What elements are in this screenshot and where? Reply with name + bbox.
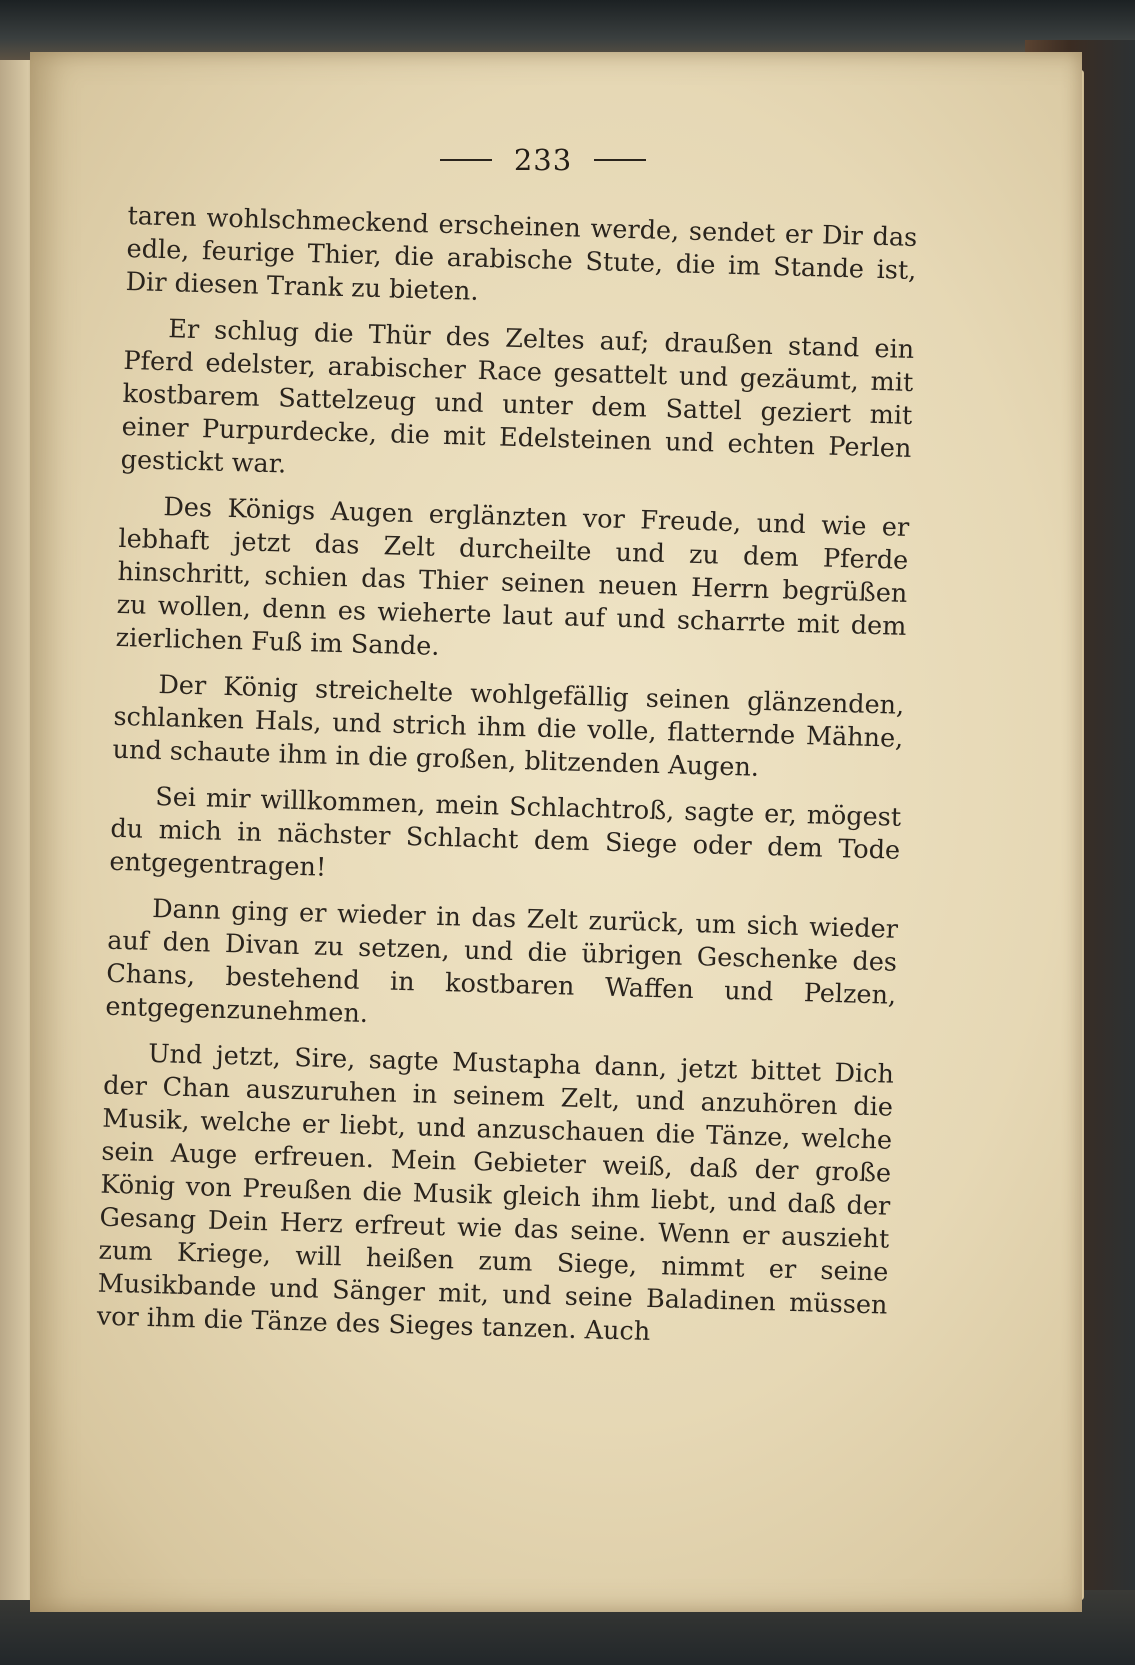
paragraph-1: taren wohlschmeckend erscheinen werde, sendet er Dir das edle, feurige Thier, die arabische Stute, die im Stande ist, Dir diesen Trank zu bieten. <box>125 200 918 307</box>
page-header <box>428 140 658 180</box>
paragraph-7: Und jetzt, Sire, sagte Mustapha dann, jetzt bittet Dich der Chan auszuruhen in seinem Zelt, und anzuhören die Musik, welche er liebt, und anzuschauen die Tänze, welche sein Auge erfreuen. Mein Gebieter weiß, daß der große König von Preußen die Musik gleich ihm liebt, und daß der Gesang Dein Herz erfreut wie das seine. Wenn er auszieht zum Kriege, will heißen zum Siege, nimmt er seine Musikbande und Sänger mit, und seine Baladinen müssen vor ihm die Tänze des Sieges tanzen. Auch <box>96 1038 895 1348</box>
paragraph-2: Er schlug die Thür des Zeltes auf; draußen stand ein Pferd edelster, arabischer Race gesattelt und gezäumt, mit kostbarem Sattelzeug und unter dem Sattel geziert mit einer Purpurdecke, die mit Edelsteinen und echten Perlen gestickt war. <box>120 314 915 480</box>
paragraph-5: Sei mir willkommen, mein Schlachtroß, sagte er, mögest du mich in nächster Schlacht dem Siege oder dem Tode entgegentragen! <box>109 782 902 883</box>
body-text <box>96 200 918 1369</box>
paragraph-4: Der König streichelte wohlgefällig seinen glänzenden, schlanken Hals, und strich ihm die volle, flatternde Mähne, und schaute ihm in die großen, blitzenden Augen. <box>112 670 905 783</box>
header-dash-right <box>594 159 646 161</box>
header-dash-left <box>440 159 492 161</box>
paragraph-3: Des Königs Augen erglänzten vor Freude, und wie er lebhaft jetzt das Zelt durcheilte und zu dem Pferde hinschritt, schien das Thier seinen neuen Herrn begrüßen zu wollen, denn es wieherte laut auf und scharrte mit dem zierlichen Fuß im Sande. <box>115 492 910 662</box>
paragraph-6: Dann ging er wieder in das Zelt zurück, um sich wieder auf den Divan zu setzen, und die übrigen Geschenke des Chans, bestehend in kostbaren Waffen und Pelzen, entgegenzunehmen. <box>105 893 899 1030</box>
page-number: 233 <box>513 143 573 177</box>
